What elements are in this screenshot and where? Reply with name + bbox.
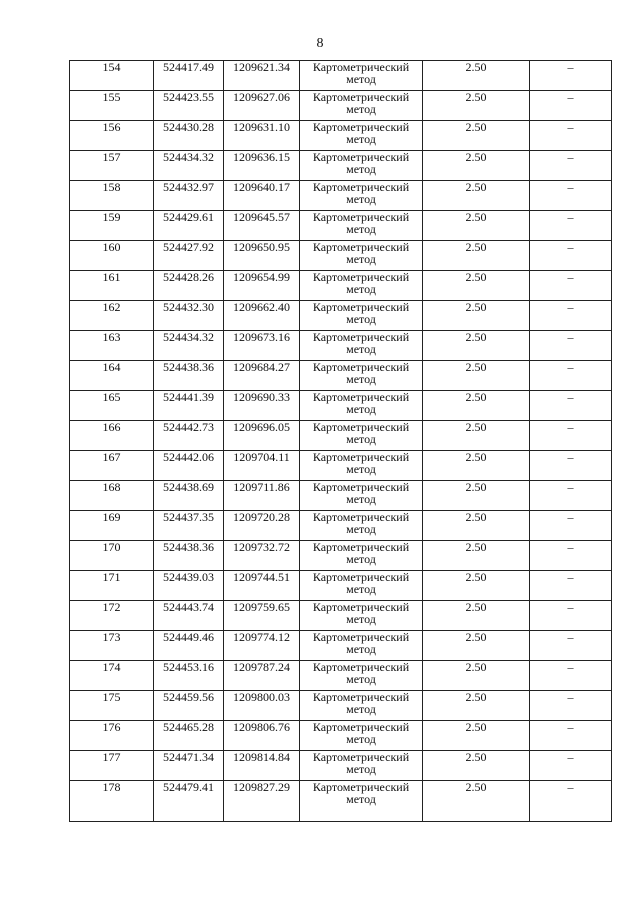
y-coordinate-cell: 1209704.11 <box>224 451 300 481</box>
precision-cell: 2.50 <box>423 91 530 121</box>
y-coordinate-cell: 1209690.33 <box>224 391 300 421</box>
note-cell: – <box>530 481 612 511</box>
table-row <box>70 721 612 751</box>
y-coordinate-cell: 1209800.03 <box>224 691 300 721</box>
y-coordinate-cell: 1209806.76 <box>224 721 300 751</box>
y-coordinate-cell: 1209640.17 <box>224 181 300 211</box>
table-row <box>70 691 612 721</box>
point-number-cell: 154 <box>70 61 154 91</box>
y-coordinate-cell: 1209627.06 <box>224 91 300 121</box>
table-row <box>70 481 612 511</box>
table-row <box>70 151 612 181</box>
method-cell: Картометрический метод <box>300 511 423 541</box>
y-coordinate-cell: 1209744.51 <box>224 571 300 601</box>
y-coordinate-cell: 1209774.12 <box>224 631 300 661</box>
x-coordinate-cell: 524441.39 <box>154 391 224 421</box>
table-row <box>70 571 612 601</box>
x-coordinate-cell: 524439.03 <box>154 571 224 601</box>
method-cell: Картометрический метод <box>300 571 423 601</box>
note-cell: – <box>530 451 612 481</box>
point-number-cell: 177 <box>70 751 154 781</box>
y-coordinate-cell: 1209631.10 <box>224 121 300 151</box>
x-coordinate-cell: 524432.97 <box>154 181 224 211</box>
table-row <box>70 91 612 121</box>
note-cell: – <box>530 91 612 121</box>
x-coordinate-cell: 524434.32 <box>154 331 224 361</box>
y-coordinate-cell: 1209827.29 <box>224 781 300 822</box>
y-coordinate-cell: 1209720.28 <box>224 511 300 541</box>
x-coordinate-cell: 524429.61 <box>154 211 224 241</box>
precision-cell: 2.50 <box>423 451 530 481</box>
precision-cell: 2.50 <box>423 721 530 751</box>
y-coordinate-cell: 1209787.24 <box>224 661 300 691</box>
method-cell: Картометрический метод <box>300 211 423 241</box>
point-number-cell: 167 <box>70 451 154 481</box>
precision-cell: 2.50 <box>423 691 530 721</box>
note-cell: – <box>530 511 612 541</box>
note-cell: – <box>530 331 612 361</box>
method-cell: Картометрический метод <box>300 331 423 361</box>
point-number-cell: 168 <box>70 481 154 511</box>
y-coordinate-cell: 1209673.16 <box>224 331 300 361</box>
point-number-cell: 170 <box>70 541 154 571</box>
precision-cell: 2.50 <box>423 61 530 91</box>
y-coordinate-cell: 1209636.15 <box>224 151 300 181</box>
method-cell: Картометрический метод <box>300 181 423 211</box>
point-number-cell: 157 <box>70 151 154 181</box>
note-cell: – <box>530 181 612 211</box>
method-cell: Картометрический метод <box>300 451 423 481</box>
table-row <box>70 331 612 361</box>
method-cell: Картометрический метод <box>300 661 423 691</box>
point-number-cell: 159 <box>70 211 154 241</box>
point-number-cell: 176 <box>70 721 154 751</box>
precision-cell: 2.50 <box>423 601 530 631</box>
method-cell: Картометрический метод <box>300 61 423 91</box>
table-row <box>70 541 612 571</box>
coordinates-table <box>69 60 612 822</box>
method-cell: Картометрический метод <box>300 541 423 571</box>
note-cell: – <box>530 691 612 721</box>
table-row <box>70 361 612 391</box>
precision-cell: 2.50 <box>423 151 530 181</box>
method-cell: Картометрический метод <box>300 241 423 271</box>
note-cell: – <box>530 61 612 91</box>
method-cell: Картометрический метод <box>300 691 423 721</box>
x-coordinate-cell: 524449.46 <box>154 631 224 661</box>
table-row <box>70 391 612 421</box>
x-coordinate-cell: 524423.55 <box>154 91 224 121</box>
y-coordinate-cell: 1209621.34 <box>224 61 300 91</box>
note-cell: – <box>530 661 612 691</box>
point-number-cell: 175 <box>70 691 154 721</box>
coordinates-table-body <box>70 61 612 822</box>
note-cell: – <box>530 271 612 301</box>
precision-cell: 2.50 <box>423 421 530 451</box>
table-row <box>70 241 612 271</box>
y-coordinate-cell: 1209662.40 <box>224 301 300 331</box>
precision-cell: 2.50 <box>423 241 530 271</box>
page-number: 8 <box>316 36 324 51</box>
y-coordinate-cell: 1209814.84 <box>224 751 300 781</box>
precision-cell: 2.50 <box>423 511 530 541</box>
table-row <box>70 61 612 91</box>
precision-cell: 2.50 <box>423 571 530 601</box>
method-cell: Картометрический метод <box>300 721 423 751</box>
method-cell: Картометрический метод <box>300 301 423 331</box>
x-coordinate-cell: 524438.36 <box>154 541 224 571</box>
point-number-cell: 156 <box>70 121 154 151</box>
x-coordinate-cell: 524417.49 <box>154 61 224 91</box>
method-cell: Картометрический метод <box>300 121 423 151</box>
x-coordinate-cell: 524427.92 <box>154 241 224 271</box>
point-number-cell: 166 <box>70 421 154 451</box>
precision-cell: 2.50 <box>423 361 530 391</box>
precision-cell: 2.50 <box>423 781 530 822</box>
table-row <box>70 781 612 822</box>
method-cell: Картометрический метод <box>300 481 423 511</box>
y-coordinate-cell: 1209732.72 <box>224 541 300 571</box>
method-cell: Картометрический метод <box>300 361 423 391</box>
precision-cell: 2.50 <box>423 331 530 361</box>
note-cell: – <box>530 241 612 271</box>
table-row <box>70 121 612 151</box>
method-cell: Картометрический метод <box>300 91 423 121</box>
point-number-cell: 160 <box>70 241 154 271</box>
table-row <box>70 271 612 301</box>
y-coordinate-cell: 1209650.95 <box>224 241 300 271</box>
note-cell: – <box>530 361 612 391</box>
table-row <box>70 751 612 781</box>
point-number-cell: 178 <box>70 781 154 822</box>
x-coordinate-cell: 524438.69 <box>154 481 224 511</box>
note-cell: – <box>530 391 612 421</box>
y-coordinate-cell: 1209759.65 <box>224 601 300 631</box>
precision-cell: 2.50 <box>423 181 530 211</box>
y-coordinate-cell: 1209696.05 <box>224 421 300 451</box>
precision-cell: 2.50 <box>423 661 530 691</box>
x-coordinate-cell: 524432.30 <box>154 301 224 331</box>
table-row <box>70 181 612 211</box>
note-cell: – <box>530 601 612 631</box>
x-coordinate-cell: 524471.34 <box>154 751 224 781</box>
y-coordinate-cell: 1209711.86 <box>224 481 300 511</box>
note-cell: – <box>530 151 612 181</box>
x-coordinate-cell: 524443.74 <box>154 601 224 631</box>
table-row <box>70 511 612 541</box>
note-cell: – <box>530 541 612 571</box>
table-row <box>70 631 612 661</box>
precision-cell: 2.50 <box>423 751 530 781</box>
x-coordinate-cell: 524434.32 <box>154 151 224 181</box>
note-cell: – <box>530 121 612 151</box>
point-number-cell: 169 <box>70 511 154 541</box>
point-number-cell: 158 <box>70 181 154 211</box>
table-row <box>70 211 612 241</box>
table-row <box>70 601 612 631</box>
y-coordinate-cell: 1209645.57 <box>224 211 300 241</box>
method-cell: Картометрический метод <box>300 151 423 181</box>
note-cell: – <box>530 301 612 331</box>
method-cell: Картометрический метод <box>300 751 423 781</box>
point-number-cell: 155 <box>70 91 154 121</box>
point-number-cell: 172 <box>70 601 154 631</box>
note-cell: – <box>530 781 612 822</box>
precision-cell: 2.50 <box>423 631 530 661</box>
point-number-cell: 162 <box>70 301 154 331</box>
precision-cell: 2.50 <box>423 211 530 241</box>
x-coordinate-cell: 524453.16 <box>154 661 224 691</box>
precision-cell: 2.50 <box>423 121 530 151</box>
method-cell: Картометрический метод <box>300 421 423 451</box>
note-cell: – <box>530 571 612 601</box>
x-coordinate-cell: 524428.26 <box>154 271 224 301</box>
table-row <box>70 661 612 691</box>
point-number-cell: 164 <box>70 361 154 391</box>
table-row <box>70 301 612 331</box>
x-coordinate-cell: 524437.35 <box>154 511 224 541</box>
method-cell: Картометрический метод <box>300 631 423 661</box>
point-number-cell: 173 <box>70 631 154 661</box>
x-coordinate-cell: 524465.28 <box>154 721 224 751</box>
point-number-cell: 163 <box>70 331 154 361</box>
method-cell: Картометрический метод <box>300 601 423 631</box>
note-cell: – <box>530 211 612 241</box>
precision-cell: 2.50 <box>423 301 530 331</box>
x-coordinate-cell: 524459.56 <box>154 691 224 721</box>
note-cell: – <box>530 721 612 751</box>
point-number-cell: 165 <box>70 391 154 421</box>
y-coordinate-cell: 1209684.27 <box>224 361 300 391</box>
x-coordinate-cell: 524442.73 <box>154 421 224 451</box>
table-row <box>70 451 612 481</box>
x-coordinate-cell: 524430.28 <box>154 121 224 151</box>
point-number-cell: 171 <box>70 571 154 601</box>
y-coordinate-cell: 1209654.99 <box>224 271 300 301</box>
table-row <box>70 421 612 451</box>
point-number-cell: 161 <box>70 271 154 301</box>
method-cell: Картометрический метод <box>300 271 423 301</box>
note-cell: – <box>530 421 612 451</box>
x-coordinate-cell: 524442.06 <box>154 451 224 481</box>
x-coordinate-cell: 524479.41 <box>154 781 224 822</box>
precision-cell: 2.50 <box>423 541 530 571</box>
precision-cell: 2.50 <box>423 271 530 301</box>
x-coordinate-cell: 524438.36 <box>154 361 224 391</box>
point-number-cell: 174 <box>70 661 154 691</box>
method-cell: Картометрический метод <box>300 781 423 822</box>
precision-cell: 2.50 <box>423 391 530 421</box>
note-cell: – <box>530 631 612 661</box>
method-cell: Картометрический метод <box>300 391 423 421</box>
precision-cell: 2.50 <box>423 481 530 511</box>
note-cell: – <box>530 751 612 781</box>
